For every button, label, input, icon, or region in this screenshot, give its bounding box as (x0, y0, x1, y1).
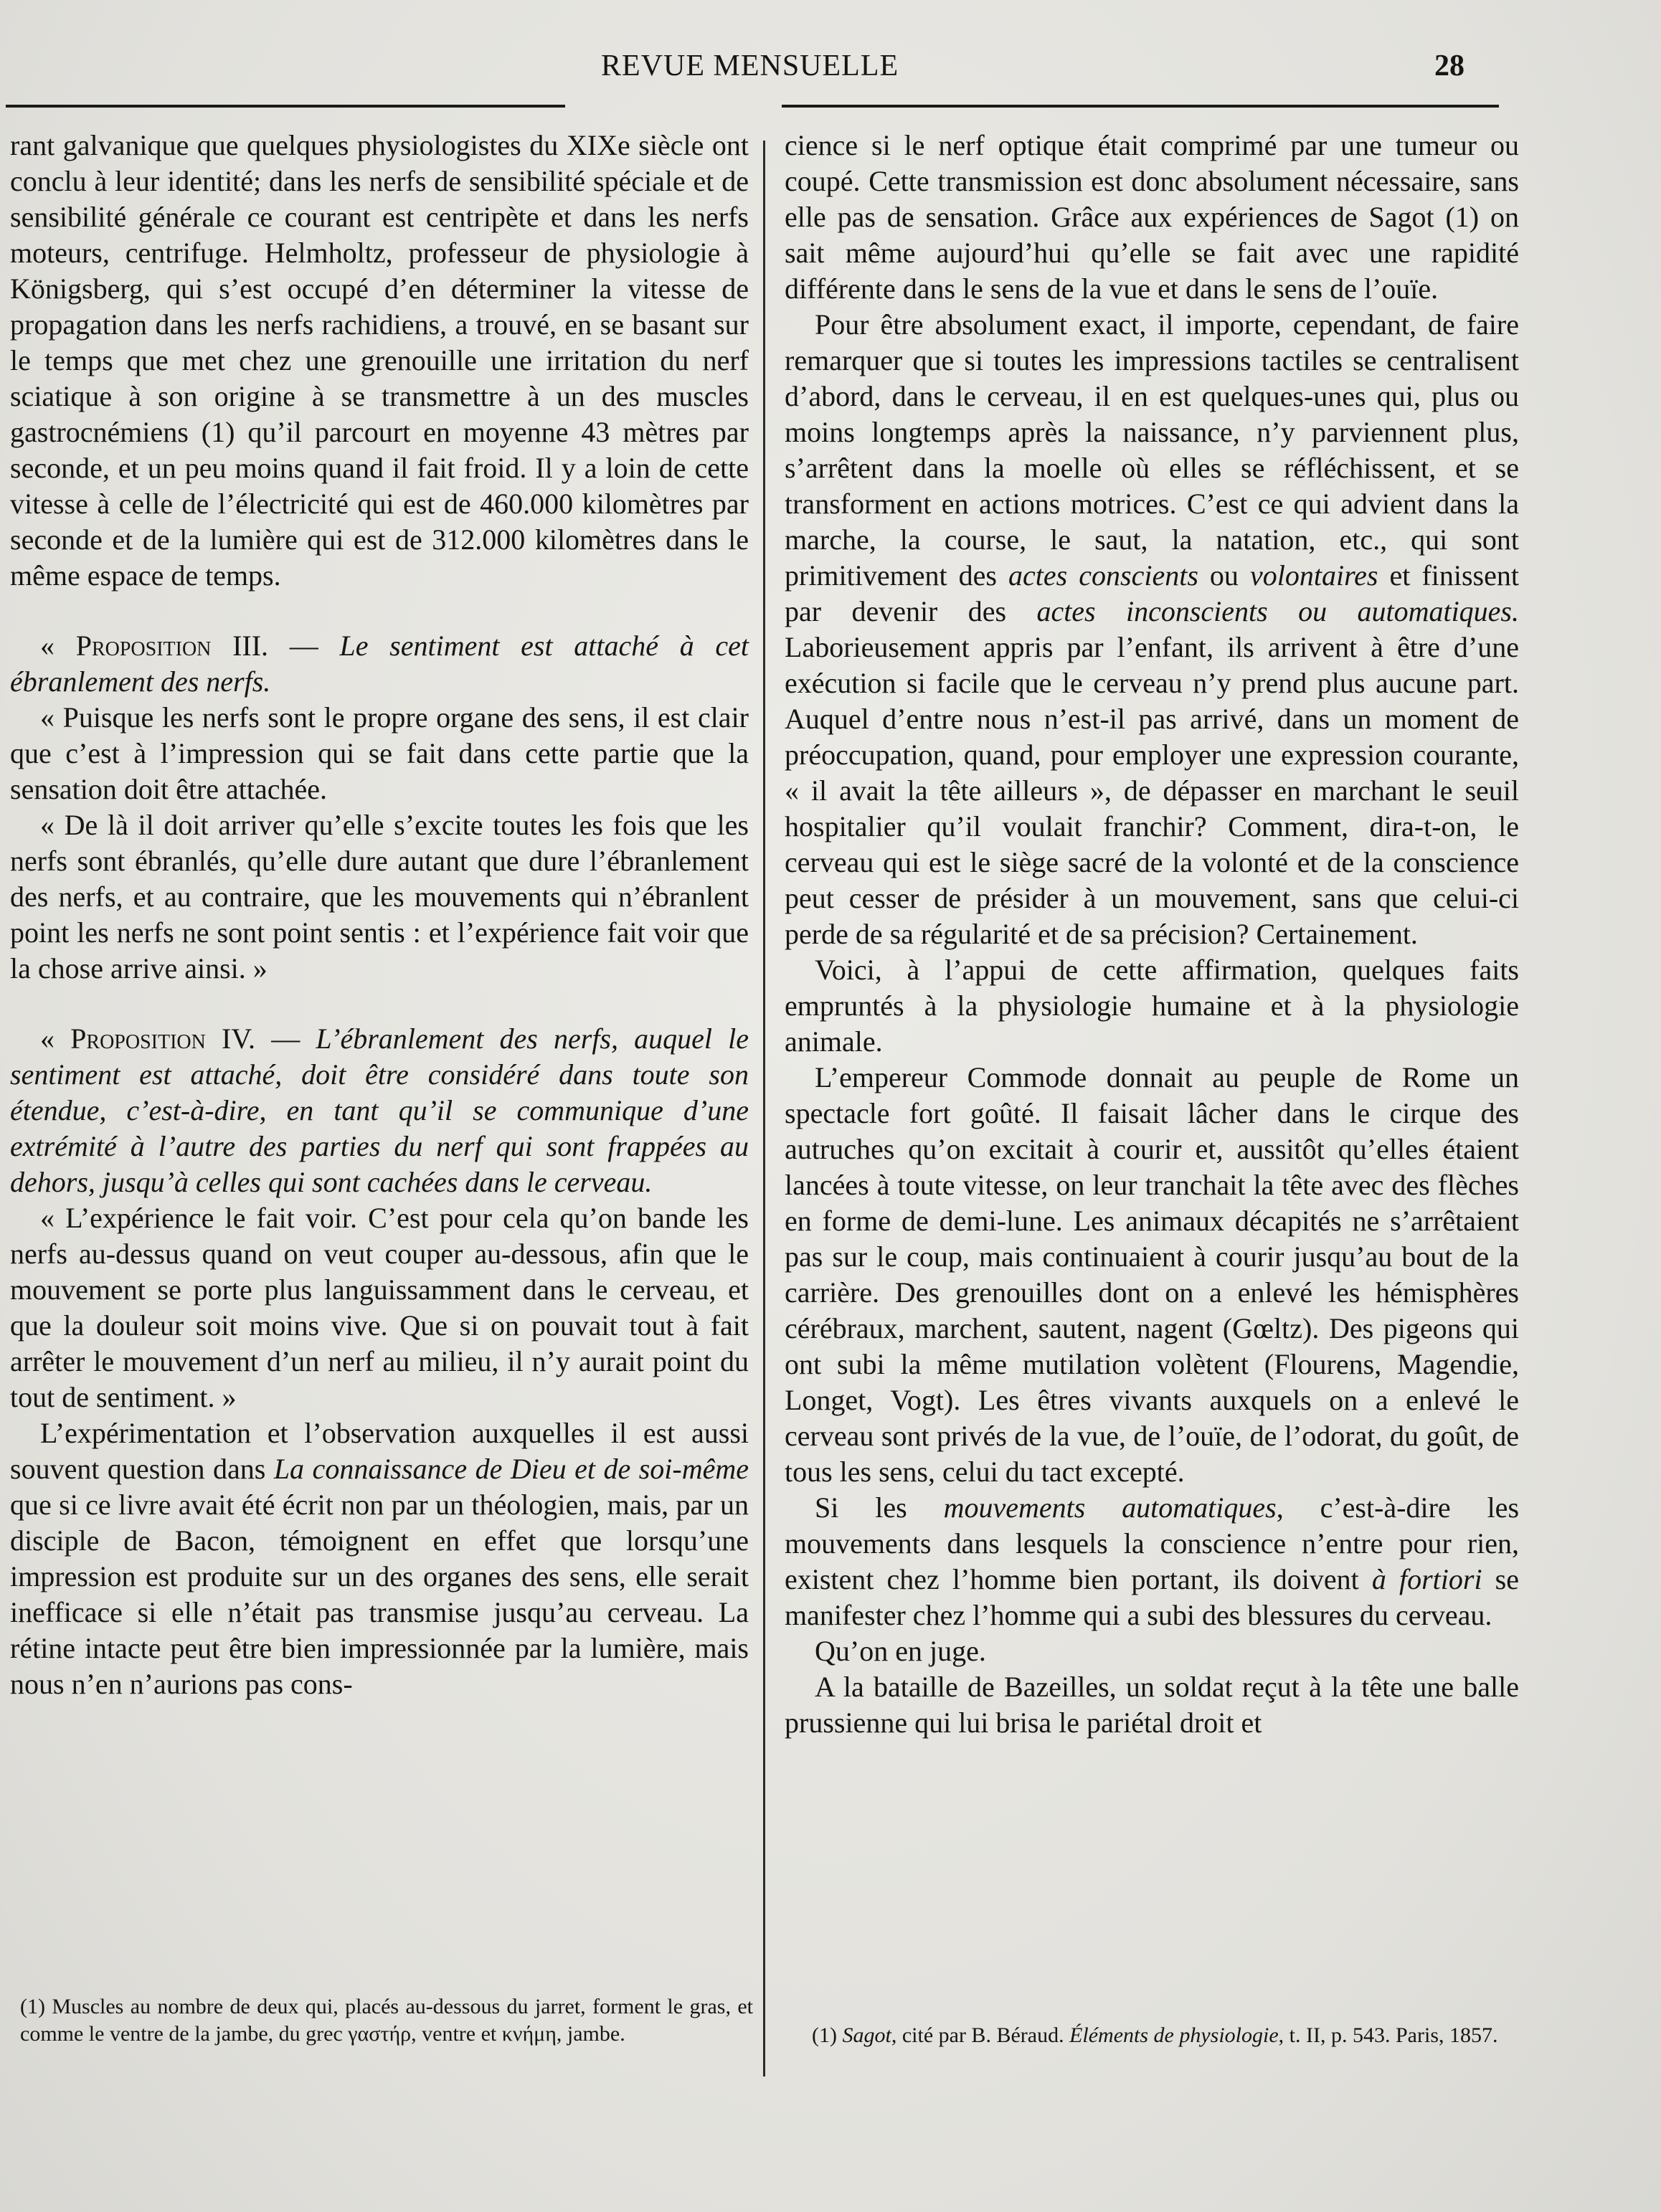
text-run: Laborieusement appris par l’enfant, ils arrivent à être d’une exécution si facile que le cerveau n’y prend plus aucune part. Auquel d’entre nous n’est-il pas arrivé, dans un moment de préoccupation, quand, pour employer une expression courante, « il avait la tête ailleurs », de dépasser en marchant le seuil hospitalier qu’il voulait franchir? Comment, dira-t-on, le cerveau qui est le siège sacré de la volonté et de la conscience peut cesser de présider à un mouvement, sans que celui-ci perde de sa régularité et de sa précision? Certainement. (785, 631, 1519, 950)
paragraph: « L’expérience le fait voir. C’est pour cela qu’on bande les nerfs au-dessus quand on veut couper au-dessous, afin que le mouvement se porte plus languissamment dans le cerveau, et que la douleur soit moins vive. Que si on pouvait tout à fait arrêter le mouvement d’un nerf au milieu, il n’y aurait point du tout de sentiment. » (10, 1202, 749, 1413)
paragraph: « De là il doit arriver qu’elle s’excite toutes les fois que les nerfs sont ébranlés, qu’elle dure autant que dure l’ébranlement des nerfs, et au contraire, que les mouvements qui n’ébranlent point les nerfs ne sont point sentis : et l’expérience fait voir que la chose arrive ainsi. » (10, 809, 749, 984)
text-run: , cité par B. Béraud. (891, 2023, 1070, 2047)
quote-open: « (40, 630, 76, 662)
paragraph (785, 307, 1519, 952)
footnote-text: (1) Muscles au nombre de deux qui, placés au-dessous du jarret, forment le gras, et comme le ventre de la jambe, du grec γαστήρ, ventre et κνήμη, jambe. (20, 1995, 753, 2046)
paragraph: Qu’on en juge. (815, 1635, 986, 1667)
paragraph: L’empereur Commode donnait au peuple de Rome un spectacle fort goûté. Il faisait lâcher dans le cirque des autruches qu’on excitait à courir et, aussitôt qu’elles étaient lancées à toute vitesse, on leur tranchait la tête avec des flèches en forme de demi-lune. Les animaux décapités ne s’arrêtaient pas sur le coup, mais continuaient à courir jusqu’au bout de la carrière. Des grenouilles dont on a enlevé les hémisphères cérébraux, marchent, sautent, nagent (Gœltz). Des pigeons qui ont subi la même mutilation volètent (Flourens, Magendie, Longet, Vogt). Les êtres vivants auxquels on a enlevé le cerveau sont privés de la vue, de l’ouïe, de l’odorat, du goût, de tous les sens, celui du tact excepté. (785, 1061, 1519, 1488)
text-run: ou (1198, 559, 1250, 592)
footnote-left (20, 1993, 753, 2048)
proposition-label: Proposition III. (75, 630, 269, 662)
proposition-text: L’ébranlement des nerfs, auquel le sentiment est attaché, doit être considéré dans toute son étendue, c’est-à-dire, en tant qu’il se communique d’une extrémité à l’autre des parties du nerf qui sont frappées au dehors, jusqu’à celles qui sont cachées dans le cerveau. (10, 1022, 749, 1198)
proposition-iii (10, 628, 749, 700)
text-run: et finissent par devenir des (785, 559, 1519, 627)
paragraph (10, 1415, 749, 1702)
italic-term: Sagot (842, 2023, 891, 2047)
italic-term: à fortiori (1371, 1563, 1482, 1595)
column-divider (763, 141, 765, 2076)
page-number: 28 (1434, 49, 1464, 82)
paragraph: Voici, à l’appui de cette affirmation, quelques faits empruntés à la physiologie humaine et à la physiologie animale. (785, 954, 1519, 1058)
text-run: , c’est-à-dire les mouvements dans lesquels la conscience n’entre pour rien, existent chez l’homme bien portant, ils doivent (785, 1491, 1520, 1595)
text-run: que si ce livre avait été écrit non par un théologien, mais, par un disciple de Bacon, témoignent en effet que lorsqu’une impression est produite sur un des organes des sens, elle serait inefficace si elle n’était pas transmise jusqu’au cerveau. La rétine intacte peut être bien impressionnée par la lumière, mais nous n’en n’aurions pas cons- (10, 1489, 749, 1700)
book-title: La connaissance de Dieu et de soi-même (273, 1453, 749, 1485)
text-run: Si les (815, 1491, 944, 1524)
italic-term: mouvements automatiques (943, 1491, 1277, 1524)
paragraph (785, 1490, 1519, 1633)
paragraph: A la bataille de Bazeilles, un soldat reçut à la tête une balle prussienne qui lui brisa le pariétal droit et (785, 1671, 1519, 1739)
proposition-iv (10, 1021, 749, 1200)
header-rule-left (6, 105, 565, 108)
page-header (0, 49, 1661, 92)
italic-term: volontaires (1249, 559, 1378, 592)
text-run: L’expérimentation et l’observation auxquelles il est aussi souvent question dans (10, 1417, 749, 1485)
footnote-right (812, 2022, 1519, 2049)
footnote-text (812, 2022, 1519, 2049)
header-rule-right (782, 105, 1499, 108)
quote-open: « (40, 1022, 71, 1055)
italic-term: actes conscients (1008, 559, 1198, 592)
paragraph: « Puisque les nerfs sont le propre organe des sens, il est clair que c’est à l’impression qui se fait dans cette partie que la sensation doit être attachée. (10, 701, 749, 805)
dash: — (255, 1022, 316, 1055)
italic-term: actes inconscients ou automatiques. (1036, 595, 1519, 627)
right-column (785, 128, 1519, 1741)
text-run: se manifester chez l’homme qui a subi des blessures du cerveau. (785, 1563, 1519, 1631)
dash: — (268, 630, 340, 662)
text-run: (1) (812, 2023, 843, 2047)
text-run: , t. II, p. 543. Paris, 1857. (1278, 2023, 1498, 2047)
italic-term: Éléments de physiologie (1069, 2023, 1279, 2047)
text-run: Pour être absolument exact, il importe, cependant, de faire remarquer que si toutes les impressions tactiles se centralisent d’abord, dans le cerveau, il en est quelques-unes qui, plus ou moins longtemps après la naissance, n’y parviennent plus, s’arrêtent dans la moelle où elles se réfléchissent, et se transforment en actions motrices. C’est ce qui advient dans la marche, la course, le saut, la natation, etc., qui sont primitivement des (785, 308, 1519, 592)
paragraph: cience si le nerf optique était comprimé par une tumeur ou coupé. Cette transmission est donc absolument nécessaire, sans elle pas de sensation. Grâce aux expériences de Sagot (1) on sait même aujourd’hui qu’elle se fait avec une rapidité différente dans le sens de la vue et dans le sens de l’ouïe. (785, 129, 1519, 305)
proposition-label: Proposition IV. (70, 1022, 256, 1055)
proposition-text: Le sentiment est attaché à cet ébranlement des nerfs. (10, 630, 749, 698)
running-title: REVUE MENSUELLE (601, 49, 899, 82)
paragraph: rant galvanique que quelques physiologistes du XIXe siècle ont conclu à leur identité; dans les nerfs de sensibilité spéciale et de sensibilité générale ce courant est centripète et dans les nerfs moteurs, centrifuge. Helmholtz, professeur de physiologie à Königsberg, qui s’est occupé d’en déterminer la vitesse de propagation dans les nerfs rachidiens, a trouvé, en se basant sur le temps que met chez une grenouille une irritation du nerf sciatique à son origine à se transmettre à un des muscles gastrocnémiens (1) qu’il parcourt en moyenne 43 mètres par seconde, et un peu moins quand il fait froid. Il y a loin de cette vitesse à celle de l’électricité qui est de 460.000 kilomètres par seconde et de la lumière qui est de 312.000 kilomètres dans le même espace de temps. (10, 129, 749, 592)
left-column (10, 128, 749, 1702)
